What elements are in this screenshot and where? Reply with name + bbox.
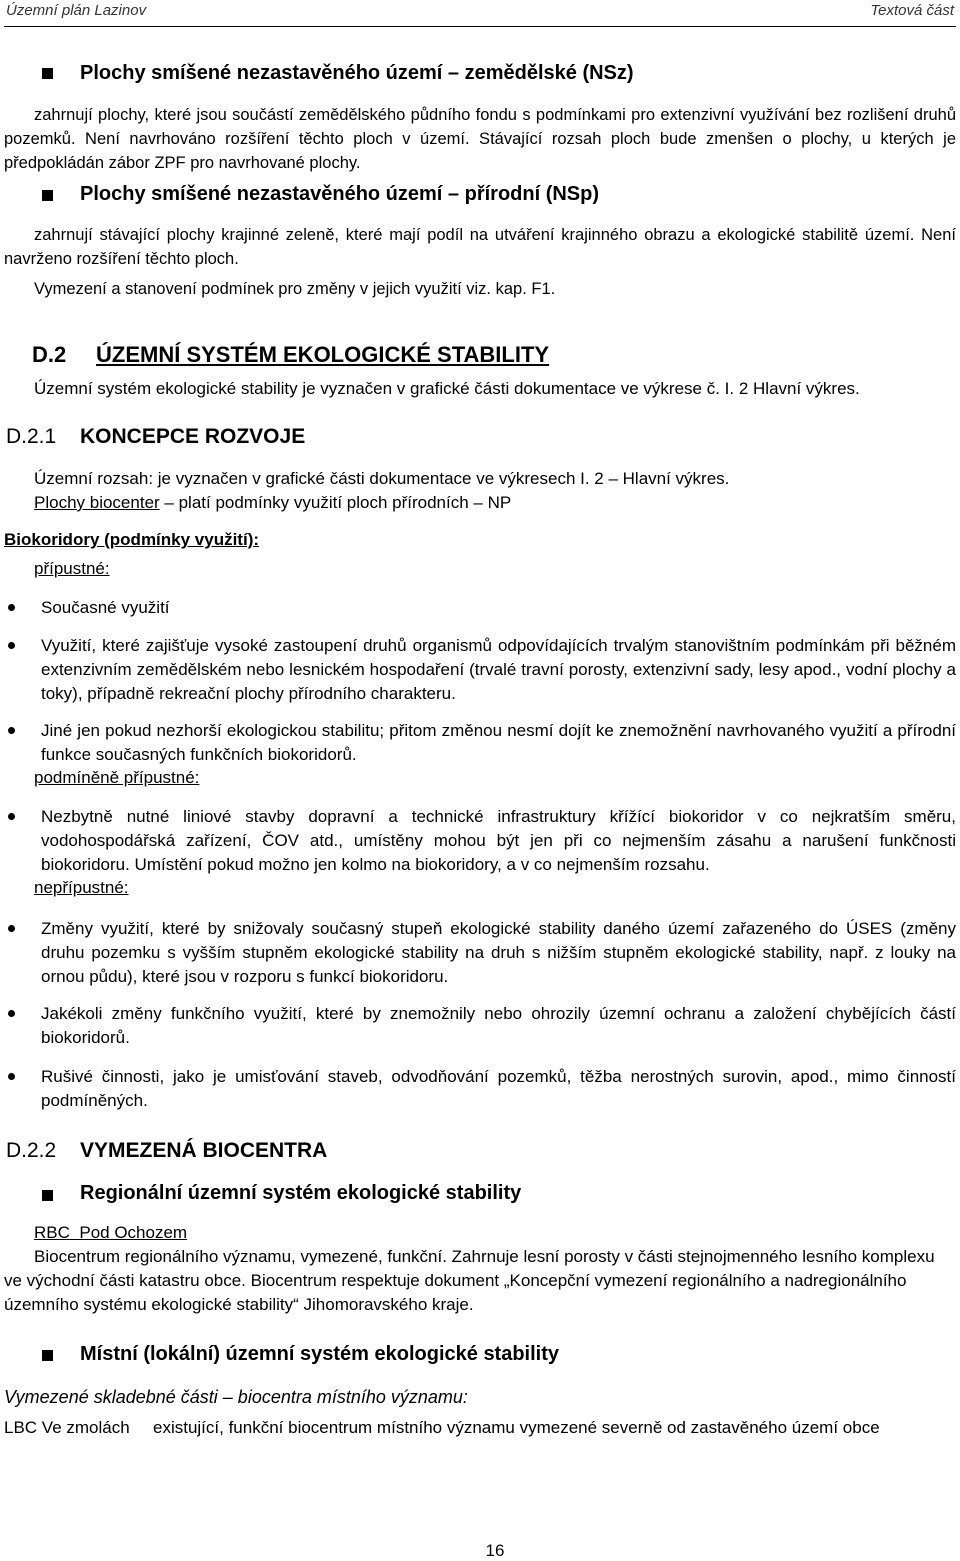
rbc-code: RBC [34,1223,70,1242]
pripustne-label: přípustné: [34,559,110,578]
bullet-icon [8,1073,15,1080]
rbc-name: Pod Ochozem [79,1223,188,1242]
lbc-name: LBC Ve zmolách [4,1418,130,1437]
biokoridory-heading: Biokoridory (podmínky využití): [4,530,260,549]
header-section-title: Textová část [870,2,954,19]
page-number: 16 [485,1541,505,1560]
square-bullet-icon [42,1190,53,1201]
list-item-nepripustne: Jakékoli změny funkčního využití, které by znemožnily nebo ohrozily územní ochranu a založení chybějících částí biokoridorů. [41,1004,956,1047]
bullet-icon [8,604,15,611]
square-bullet-icon [42,68,53,79]
paragraph-nsp-reference: Vymezení a stanovení podmínek pro změny v jejich využití viz. kap. F1. [34,280,556,298]
bullet-icon [8,925,15,932]
square-bullet-icon [42,1350,53,1361]
header-document-title: Územní plán Lazinov [6,2,147,19]
biocentra-label: Plochy biocenter [34,493,160,512]
list-item-pripustne: Současné využití [41,598,170,617]
rbc-title [34,1221,187,1245]
podminene-label: podmíněně přípustné: [34,768,200,787]
paragraph-nsz: zahrnují plochy, které jsou součástí zemědělského půdního fondu s podmínkami pro extenzivní využívání bez rozlišení druhů pozemků. Není navrhováno rozšíření těchto ploch v území. Stávající rozsah ploch bude zmenšen o plochy, u kterých je předpokládán zábor ZPF pro navrhované plochy. [4,106,956,172]
heading-nsp: Plochy smíšené nezastavěného území – přírodní (NSp) [80,183,600,205]
list-item-pripustne: Jiné jen pokud nezhorší ekologickou stabilitu; přitom změnou nesmí dojít ke znemožnění navrhovaného využití a přírodní funkce současných funkčních biokoridorů. [41,721,956,764]
lbc-description: existující, funkční biocentrum místního významu vymezené severně od zastavěného území obce [153,1418,880,1437]
list-item-podminene: Nezbytně nutné liniové stavby dopravní a technické infrastruktury křížící biokoridor v co nejkratším směru, vodohospodářská zařízení, ČOV atd., umístěny mohou být jen při co nejmenším zásahu a narušení funkčnosti biokoridoru. Umístění pokud možno jen kolmo na biokoridory, a v co nejmenším rozsahu. [41,807,956,874]
section-title-d22: VYMEZENÁ BIOCENTRA [80,1139,328,1162]
section-number-d2: D.2 [32,342,67,367]
nepripustne-label: nepřípustné: [34,878,129,897]
paragraph-d21-extent: Územní rozsah: je vyznačen v grafické části dokumentace ve výkresech I. 2 – Hlavní výkres. [34,469,730,488]
header-rule [4,26,956,27]
bullet-icon [8,1010,15,1017]
paragraph-d2: Územní systém ekologické stability je vyznačen v grafické části dokumentace ve výkrese č. I. 2 Hlavní výkres. [34,379,860,398]
paragraph-rbc-first-line: Biocentrum regionálního významu, vymezené, funkční. Zahrnuje lesní porosty v části stejnojmenného lesního komplexu [34,1247,935,1266]
heading-nsz: Plochy smíšené nezastavěného území – zemědělské (NSz) [80,62,634,84]
bullet-icon [8,813,15,820]
heading-regional: Regionální územní systém ekologické stability [80,1182,522,1204]
list-item-pripustne: Využití, které zajišťuje vysoké zastoupení druhů organismů odpovídajících trvalým stanovištním podmínkám při běžném extenzivním zemědělském nebo lesnickém hospodaření (trvalé travní porosty, extenzivní sady, lesy apod., vodní plochy a toky), případně rekreační plochy přírodního charakteru. [41,636,956,703]
list-item-nepripustne: Rušivé činnosti, jako je umisťování staveb, odvodňování pozemků, těžba nerostných surovin, apod., mimo činností podmíněných. [41,1067,956,1110]
bullet-icon [8,727,15,734]
section-number-d21: D.2.1 [6,425,57,448]
section-title-d21: KONCEPCE ROZVOJE [80,425,306,448]
section-number-d22: D.2.2 [6,1139,57,1162]
list-item-nepripustne: Změny využití, které by snižovaly současný stupeň ekologické stability daného území zařazeného do ÚSES (změny druhu pozemku s vyšším stupněm ekologické stability na druh s nižším stupněm ekologické stability, např. z louky na ornou půdu), které jsou v rozporu s funkcí biokoridoru. [41,919,956,986]
local-subtitle: Vymezené skladebné části – biocentra místního významu: [4,1387,468,1407]
paragraph-nsp: zahrnují stávající plochy krajinné zeleně, které mají podíl na utváření krajinného obrazu a ekologické stabilitě území. Není navrženo rozšíření těchto ploch. [4,226,956,268]
paragraph-d21-biocentra [34,491,511,515]
section-title-d2: ÚZEMNÍ SYSTÉM EKOLOGICKÉ STABILITY [96,342,550,367]
heading-local: Místní (lokální) územní systém ekologické stability [80,1343,560,1365]
biocentra-text: – platí podmínky využití ploch přírodních – NP [159,493,512,512]
paragraph-rbc-rest: ve východní části katastru obce. Biocentrum respektuje dokument „Koncepční vymezení regionálního a nadregionálního územního systému ekologické stability“ Jihomoravského kraje. [4,1271,907,1314]
bullet-icon [8,642,15,649]
square-bullet-icon [42,190,53,201]
